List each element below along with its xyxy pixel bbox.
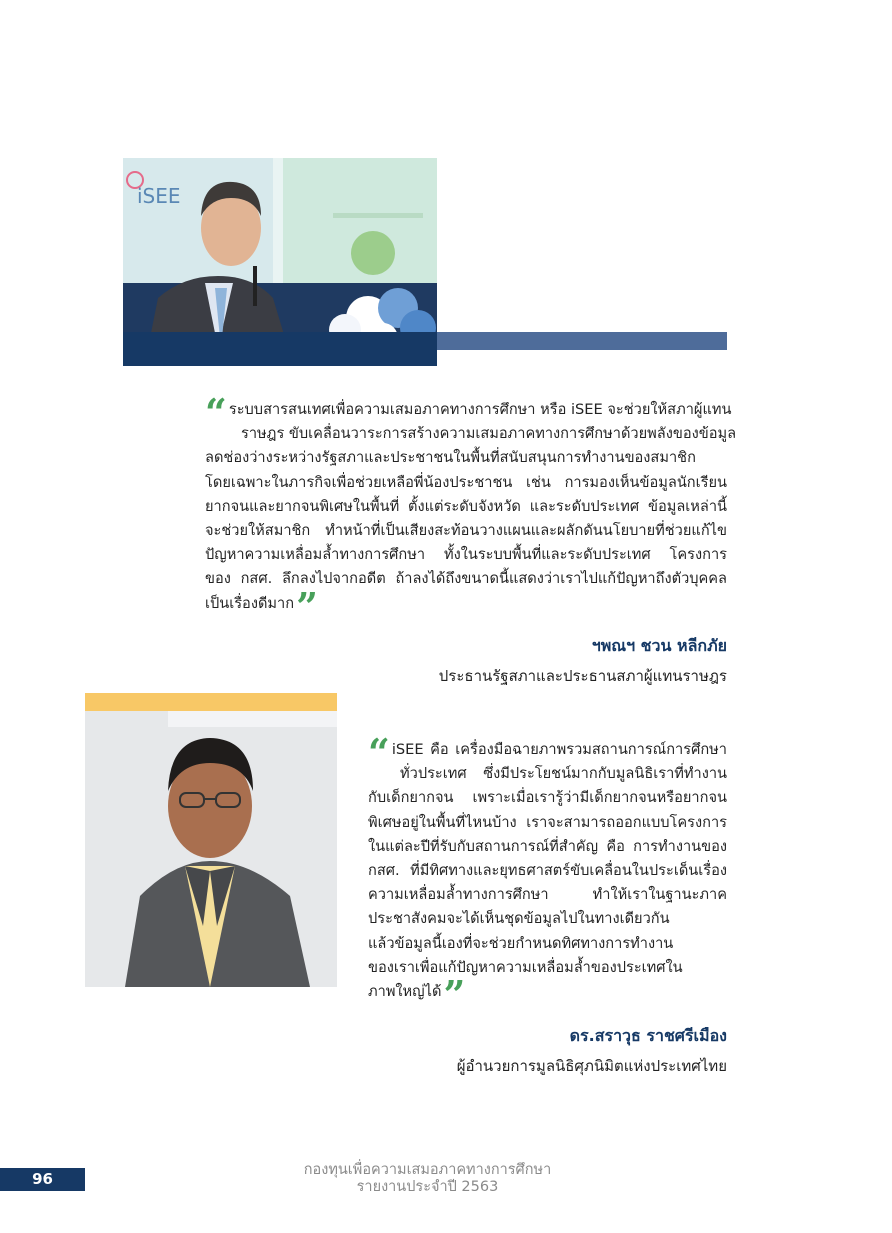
quote-line: ทั่วประเทศ ซึ่งมีประโยชน์มากกับมูลนิธิเราที่ทำงาน: [400, 765, 727, 783]
quote-block-2: [368, 730, 727, 1018]
speaker1-title: ประธานรัฐสภาและประธานสภาผู้แทนราษฎร: [438, 667, 727, 685]
isee-logo-text: iSEE: [137, 184, 181, 208]
speaker2-photo-illustration: [85, 711, 337, 987]
quote-line: ราษฎร ขับเคลื่อนวาระการสร้างความเสมอภาคทางการศึกษาด้วยพลังของข้อมูล: [241, 425, 737, 443]
quote-line: ยากจนและยากจนพิเศษในพื้นที่ ตั้งแต่ระดับจังหวัด และระดับประเทศ ข้อมูลเหล่านี้: [205, 497, 727, 515]
navy-accent-bar: [123, 332, 437, 366]
quote-line: ปัญหาความเหลื่อมล้ำทางการศึกษา ทั้งในระบบพื้นที่และระดับประเทศ โครงการ: [205, 546, 727, 564]
quote-line: ความเหลื่อมล้ำทางการศึกษา ทำให้เราในฐานะภาค: [368, 886, 727, 904]
quote-line: เป็นเรื่องดีมาก”: [205, 583, 318, 629]
open-quote-icon: “: [205, 390, 227, 435]
speaker1-photo: [123, 158, 437, 348]
quote-line: จะช่วยให้สมาชิก ทำหน้าที่เป็นเสียงสะท้อนวางแผนและผลักดันนโยบายที่ช่วยแก้ไข: [205, 522, 727, 540]
speaker2-title: ผู้อำนวยการมูลนิธิศุภนิมิตแห่งประเทศไทย: [456, 1057, 727, 1075]
close-quote-icon: ”: [296, 583, 318, 629]
close-quote-icon: ”: [443, 972, 466, 1018]
speaker2-name: ดร.สราวุธ ราชศรีเมือง: [569, 1026, 727, 1045]
quote-line: ภาพใหญ่ได้”: [368, 972, 466, 1018]
quote-line: พิเศษอยู่ในพื้นที่ไหนบ้าง เราจะสามารถออกแบบโครงการ: [368, 813, 727, 831]
quote-line: ประชาสังคมจะได้เห็นชุดข้อมูลไปในทางเดียวกัน: [368, 910, 670, 928]
quote-line: ของ กสศ. ลึกลงไปจากอดีต ถ้าลงได้ถึงขนาดนี้แสดงว่าเราไปแก้ปัญหาถึงตัวบุคคล: [205, 570, 727, 588]
running-footer: [280, 1162, 575, 1196]
quote-line: “ iSEE คือ เครื่องมือฉายภาพรวมสถานการณ์การศึกษา: [368, 730, 727, 775]
quote-line: ลดช่องว่างระหว่างรัฐสภาและประชาชนในพื้นที่สนับสนุนการทำงานของสมาชิก: [205, 449, 696, 467]
speaker2-photo: [85, 711, 337, 987]
footer-organization: กองทุนเพื่อความเสมอภาคทางการศึกษา: [303, 1162, 552, 1178]
quote-line: แล้วข้อมูลนี้เองที่จะช่วยกำหนดทิศทางการทำงาน: [368, 934, 674, 952]
quote-line: โดยเฉพาะในภารกิจเพื่อช่วยเหลือพี่น้องประชาชน เช่น การมองเห็นข้อมูลนักเรียน: [205, 473, 727, 491]
footer-report-title: รายงานประจำปี 2563: [356, 1179, 499, 1195]
photo-frame-strip: [168, 711, 337, 727]
open-quote-icon: “: [368, 730, 390, 775]
quote-line: กับเด็กยากจน เพราะเมื่อเรารู้ว่ามีเด็กยากจนหรือยากจน: [368, 789, 727, 807]
speaker1-name: ฯพณฯ ชวน หลีกภัย: [591, 636, 727, 655]
blue-accent-bar: [437, 332, 727, 350]
quote-block-1: [205, 390, 737, 629]
quote-line: “ ระบบสารสนเทศเพื่อความเสมอภาคทางการศึกษา หรือ iSEE จะช่วยให้สภาผู้แทน: [205, 390, 732, 435]
quote-line: กสศ. ที่มีทิศทางและยุทธศาสตร์ขับเคลื่อนในประเด็นเรื่อง: [368, 862, 727, 880]
page-number: 96: [0, 1168, 85, 1191]
speaker1-photo-illustration: [123, 158, 437, 348]
quote-line: ในแต่ละปีที่รับกับสถานการณ์ที่สำคัญ คือ การทำงานของ: [368, 837, 727, 855]
quote-line: ของเราเพื่อแก้ปัญหาความเหลื่อมล้ำของประเทศใน: [368, 958, 683, 976]
